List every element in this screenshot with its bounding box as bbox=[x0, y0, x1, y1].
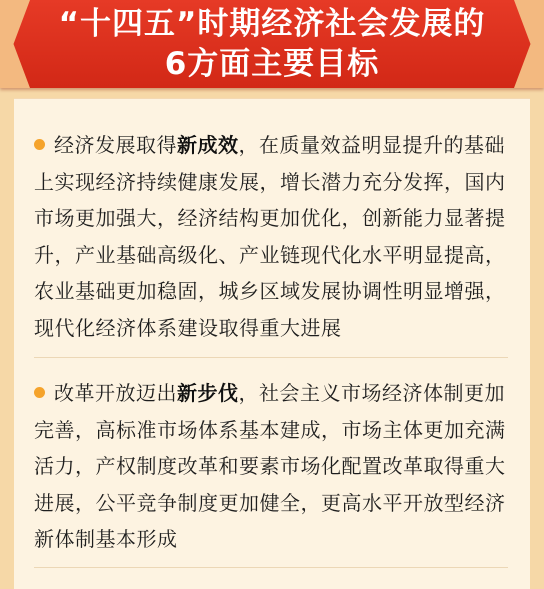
goal-lead: 经济发展取得 bbox=[54, 133, 177, 157]
banner-ribbon-left bbox=[0, 0, 30, 88]
goal-paragraph bbox=[34, 375, 506, 558]
goal-paragraph bbox=[34, 127, 506, 346]
goal-highlight: 新步伐 bbox=[177, 381, 239, 405]
page-title bbox=[30, 4, 514, 84]
bullet-dot-icon bbox=[34, 387, 45, 398]
section-divider bbox=[34, 357, 508, 358]
goal-item bbox=[34, 375, 506, 558]
goal-lead: 改革开放迈出 bbox=[54, 381, 177, 405]
banner-ribbon-right bbox=[514, 0, 544, 88]
page-title-line-1: “十四五”时期经济社会发展的 bbox=[58, 6, 486, 42]
page-title-line-2: 6方面主要目标 bbox=[164, 46, 380, 82]
bullet-dot-icon bbox=[34, 139, 45, 150]
section-divider bbox=[34, 567, 508, 568]
goal-text: ，在质量效益明显提升的基础上实现经济持续健康发展，增长潜力充分发挥，国内市场更加强大，经济结构更加优化，创新能力显著提升，产业基础高级化、产业链现代化水平明显提高，农业基础更加稳固，城乡区域发展协调性明显增强，现代化经济体系建设取得重大进展 bbox=[34, 133, 506, 340]
goal-text: ，社会主义市场经济体制更加完善，高标准市场体系基本建成，市场主体更加充满活力，产权制度改革和要素市场化配置改革取得重大进展，公平竞争制度更加健全，更高水平开放型经济新体制基本形成 bbox=[34, 381, 506, 551]
goal-item bbox=[34, 127, 506, 346]
title-banner bbox=[0, 0, 544, 88]
goal-highlight: 新成效 bbox=[177, 133, 239, 157]
